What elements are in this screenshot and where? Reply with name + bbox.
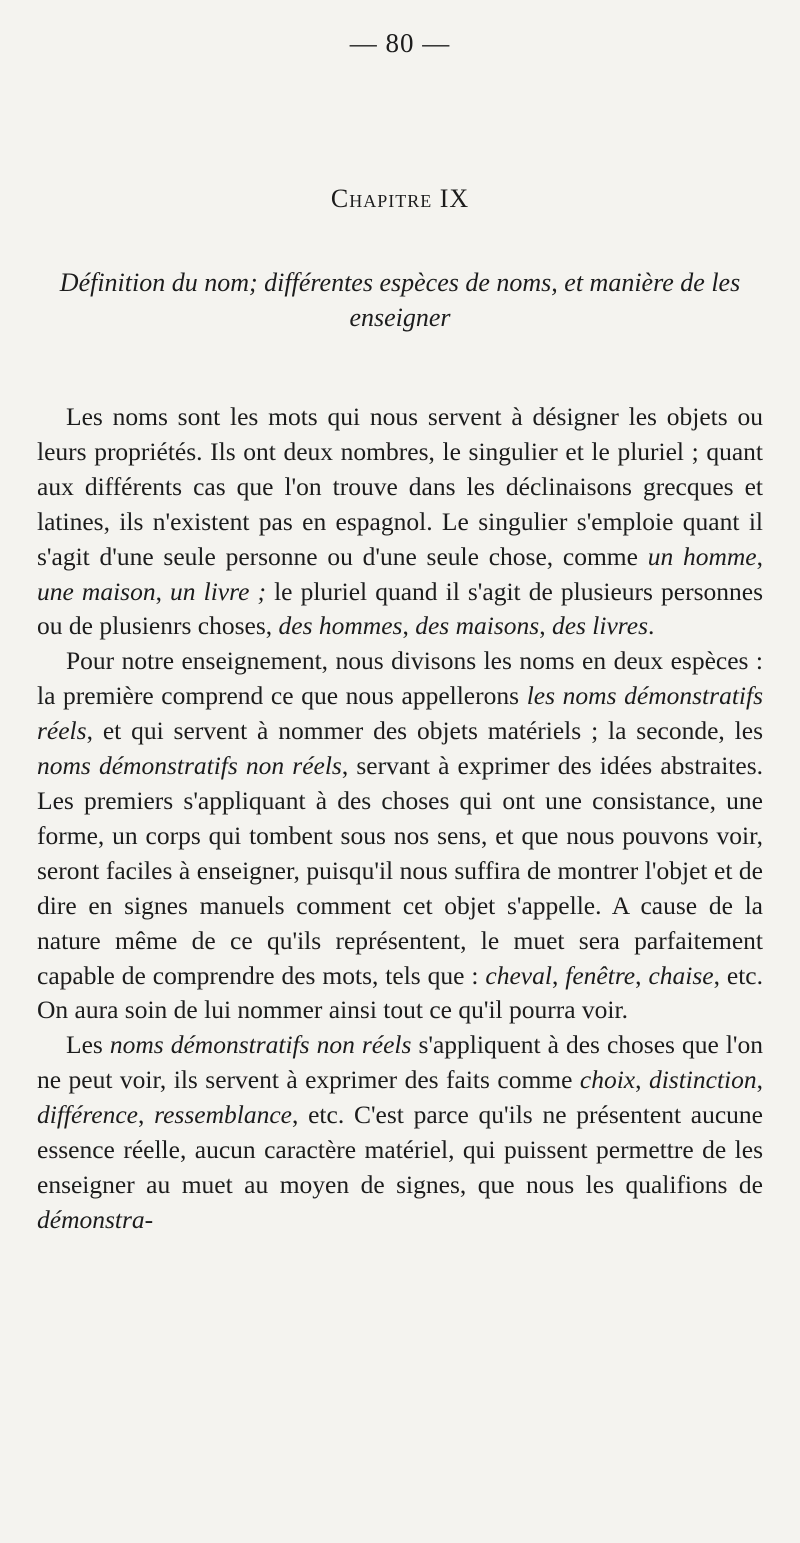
paragraph-3 — [37, 1028, 763, 1237]
italic-term: noms démonstratifs non réels — [37, 751, 342, 781]
chapter-subtitle: Définition du nom; différentes espèces de noms, et manière de les enseigner — [59, 268, 741, 332]
text-run: , — [756, 1065, 763, 1095]
text-run: , — [756, 541, 763, 571]
paragraph-2 — [37, 644, 763, 1028]
text-run: Les — [66, 1030, 110, 1060]
text-run: , — [539, 611, 552, 641]
italic-term: cheval — [485, 960, 552, 990]
text-run: le pluriel quand il s'agit de plusieurs personnes ou de plusienrs choses, — [37, 576, 763, 641]
italic-term: chaise — [648, 960, 714, 990]
italic-term: un livre ; — [170, 576, 266, 606]
italic-term: une maison — [37, 576, 156, 606]
page-number: — 80 — — [349, 28, 451, 58]
text-run: Pour notre enseignement, nous divisons les noms en deux espèces : la première comprend ce que nous appellerons — [37, 646, 763, 711]
text-run: , — [635, 960, 649, 990]
italic-term: démonstra- — [37, 1204, 154, 1234]
italic-term: fenêtre — [565, 960, 636, 990]
body-text — [37, 400, 763, 1238]
text-run: , — [635, 1065, 649, 1095]
italic-term: des maisons — [415, 611, 540, 641]
italic-term: des hommes — [278, 611, 403, 641]
italic-term: les noms démonstratifs réels — [37, 681, 763, 746]
italic-term: différence — [37, 1100, 139, 1130]
italic-term: des livres — [551, 611, 649, 641]
text-run: , — [402, 611, 416, 641]
italic-term: distinction — [648, 1065, 757, 1095]
text-run: , et qui servent à nommer des objets matériels ; la seconde, les — [86, 716, 763, 746]
italic-term: ressemblance — [154, 1100, 292, 1130]
text-run: , etc. C'est parce qu'ils ne présentent aucune essence réelle, aucun caractère matériel, qui puissent permettre de les enseigner au muet au moyen de signes, que nous les qualifions de — [37, 1100, 763, 1199]
italic-term: choix — [579, 1065, 636, 1095]
italic-term: noms démonstratifs non réels — [109, 1030, 412, 1060]
paragraph-1 — [37, 400, 763, 644]
text-run: . — [648, 611, 655, 641]
chapter-heading: Chapitre IX — [330, 184, 470, 213]
text-run: , — [551, 960, 566, 990]
text-run: , — [155, 576, 171, 606]
text-run: s'appliquent à des choses que l'on ne peut voir, ils servent à exprimer des faits comme — [37, 1030, 764, 1095]
text-run: , servant à exprimer des idées abstraites. Les premiers s'appliquant à des choses qui ont une consistance, une forme, un corps qui tombent sous nos sens, et que nous pouvons voir, seront faciles à enseigner, puisqu'il nous suffira de montrer l'objet et de dire en signes manuels comment cet objet s'appelle. A cause de la nature même de ce qu'ils représentent, le muet sera parfaitement capable de comprendre des mots, tels que : — [37, 751, 763, 990]
text-run: , etc. On aura soin de lui nommer ainsi tout ce qu'il pourra voir. — [37, 960, 763, 1025]
italic-term: un homme — [647, 541, 757, 571]
text-run: Les noms sont les mots qui nous servent à désigner les objets ou leurs propriétés. Ils ont deux nombres, le singulier et le pluriel ; quant aux différents cas que l'on trouve dans les déclinaisons grecques et latines, ils n'existent pas en espagnol. Le singulier s'emploie quant il s'agit d'une seule personne ou d'une seule chose, comme — [37, 402, 763, 571]
text-run: , — [138, 1100, 155, 1130]
